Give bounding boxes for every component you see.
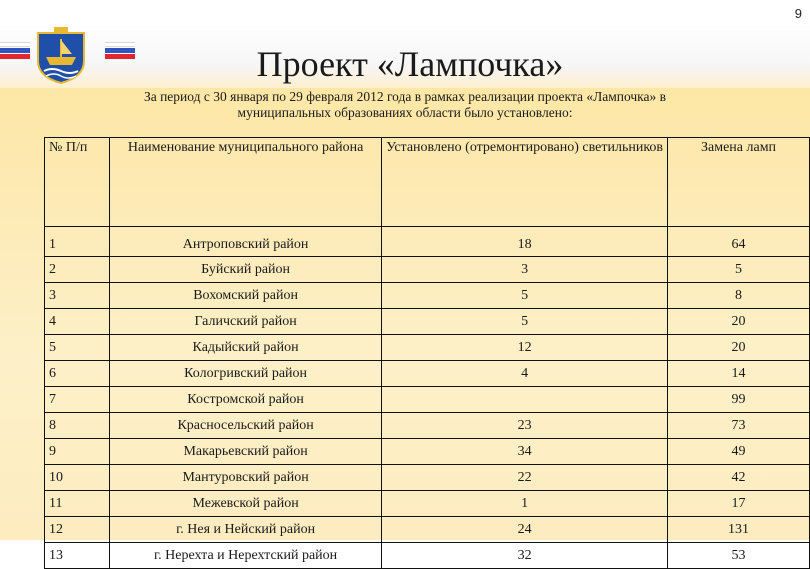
table-row (45, 257, 810, 283)
row-number: 4 (45, 309, 110, 335)
row-number: 10 (45, 465, 110, 491)
district-name: Антроповский район (110, 227, 382, 257)
district-name: Буйский район (110, 257, 382, 283)
installed-count: 18 (382, 227, 668, 257)
installed-count: 34 (382, 439, 668, 465)
replaced-count: 20 (668, 335, 810, 361)
results-table (44, 137, 810, 569)
row-number: 1 (45, 227, 110, 257)
table-row (45, 309, 810, 335)
russian-flag-icon (105, 42, 135, 62)
page-number: 9 (794, 6, 802, 21)
installed-count: 32 (382, 543, 668, 569)
table-row (45, 491, 810, 517)
replaced-count: 14 (668, 361, 810, 387)
coat-of-arms-icon (30, 27, 92, 85)
installed-count: 24 (382, 517, 668, 543)
russian-flag-icon (0, 42, 30, 62)
installed-count: 5 (382, 309, 668, 335)
replaced-count: 20 (668, 309, 810, 335)
replaced-count: 53 (668, 543, 810, 569)
row-number: 9 (45, 439, 110, 465)
header-district-name: Наименование муниципального района (110, 138, 382, 227)
district-name: г. Нея и Нейский район (110, 517, 382, 543)
replaced-count: 49 (668, 439, 810, 465)
replaced-count: 5 (668, 257, 810, 283)
row-number: 7 (45, 387, 110, 413)
replaced-count: 99 (668, 387, 810, 413)
district-name: Кологривский район (110, 361, 382, 387)
table-row (45, 387, 810, 413)
row-number: 6 (45, 361, 110, 387)
replaced-count: 73 (668, 413, 810, 439)
subtitle (80, 89, 730, 121)
subtitle-line-2: муниципальных образованиях области было установлено: (237, 105, 573, 120)
header-installed: Установлено (отремонтировано) светильников (382, 138, 668, 227)
row-number: 11 (45, 491, 110, 517)
table-row (45, 439, 810, 465)
district-name: г. Нерехта и Нерехтский район (110, 543, 382, 569)
district-name: Костромской район (110, 387, 382, 413)
table-row (45, 413, 810, 439)
header-replaced: Замена ламп (668, 138, 810, 227)
installed-count: 1 (382, 491, 668, 517)
replaced-count: 131 (668, 517, 810, 543)
page-title: Проект «Лампочка» (256, 44, 564, 84)
row-number: 5 (45, 335, 110, 361)
table-row (45, 335, 810, 361)
replaced-count: 17 (668, 491, 810, 517)
row-number: 8 (45, 413, 110, 439)
row-number: 3 (45, 283, 110, 309)
replaced-count: 8 (668, 283, 810, 309)
district-name: Красносельский район (110, 413, 382, 439)
district-name: Вохомский район (110, 283, 382, 309)
district-name: Кадыйский район (110, 335, 382, 361)
installed-count: 3 (382, 257, 668, 283)
replaced-count: 64 (668, 227, 810, 257)
district-name: Макарьевский район (110, 439, 382, 465)
table-row (45, 227, 810, 257)
replaced-count: 42 (668, 465, 810, 491)
table-row (45, 283, 810, 309)
installed-count: 12 (382, 335, 668, 361)
table-header-row (45, 138, 810, 227)
table-row (45, 543, 810, 569)
row-number: 12 (45, 517, 110, 543)
district-name: Мантуровский район (110, 465, 382, 491)
installed-count: 5 (382, 283, 668, 309)
row-number: 2 (45, 257, 110, 283)
table-row (45, 517, 810, 543)
installed-count: 4 (382, 361, 668, 387)
header-num: № П/п (45, 138, 110, 227)
district-name: Галичский район (110, 309, 382, 335)
installed-count: 22 (382, 465, 668, 491)
table-row (45, 465, 810, 491)
district-name: Межевской район (110, 491, 382, 517)
row-number: 13 (45, 543, 110, 569)
installed-count: 23 (382, 413, 668, 439)
installed-count (382, 387, 668, 413)
table-row (45, 361, 810, 387)
subtitle-line-1: За период с 30 января по 29 февраля 2012 года в рамках реализации проекта «Лампочка» в (143, 89, 667, 104)
